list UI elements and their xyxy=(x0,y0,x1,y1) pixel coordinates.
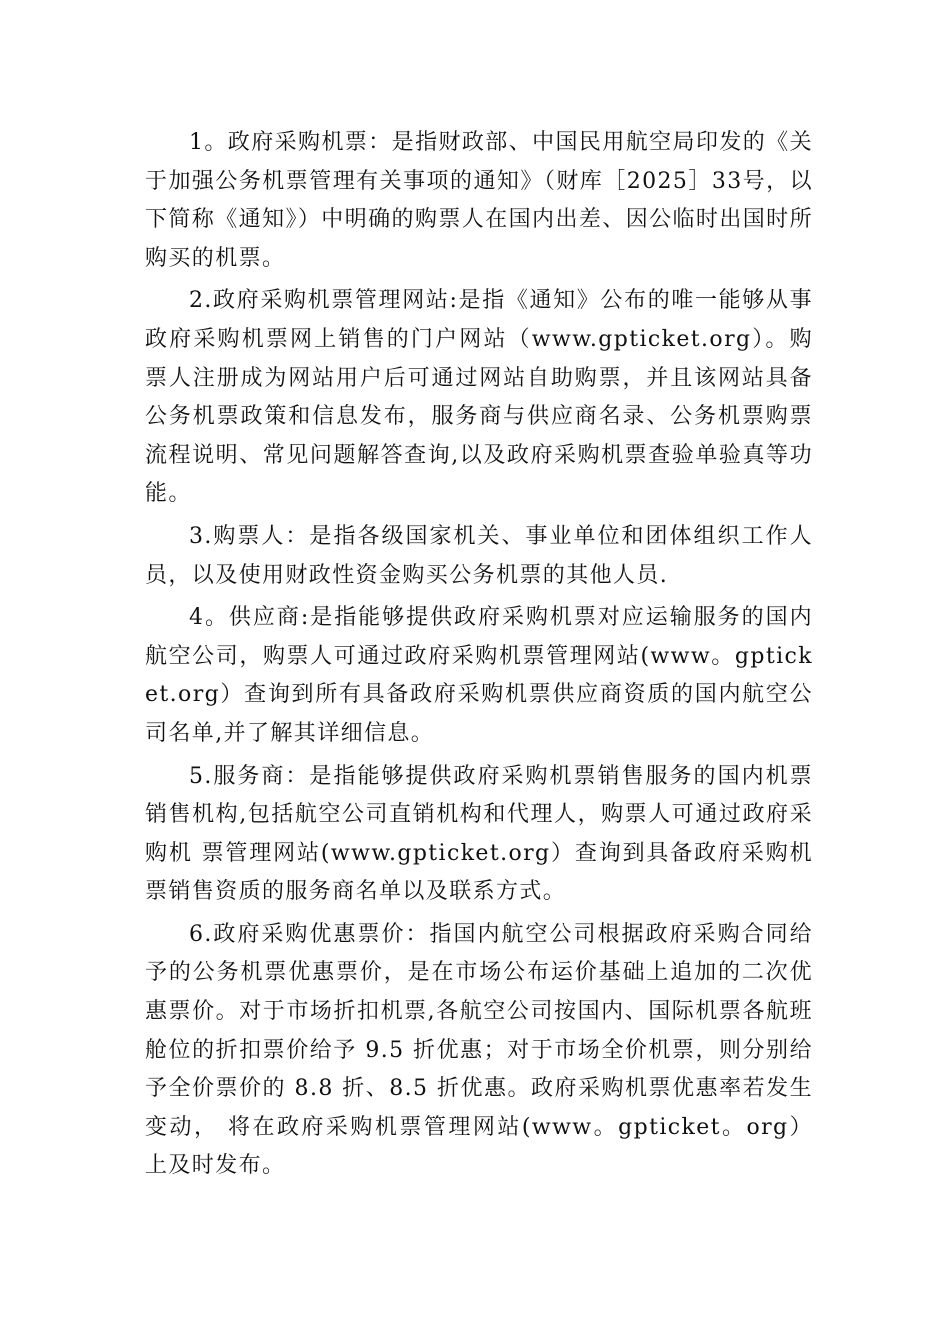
document-body xyxy=(145,124,813,1190)
paragraph-management-website: 2.政府采购机票管理网站:是指《通知》公布的唯一能够从事政府采购机票网上销售的门户网站（www.gpticket.org）。购票人注册成为网站用户后可通过网站自助购票，并且该网站具备公务机票政策和信息发布，服务商与供应商名录、公务机票购票流程说明、常见问题解答查询,以及政府采购机票查验单验真等功能。 xyxy=(145,288,813,507)
paragraph-supplier: 4。供应商:是指能够提供政府采购机票对应运输服务的国内航空公司，购票人可通过政府采购机票管理网站(www。gpticket.org）查询到所有具备政府采购机票供应商资质的国内航空公司名单,并了解其详细信息。 xyxy=(145,605,813,746)
paragraph-government-procurement-ticket: 1。政府采购机票：是指财政部、中国民用航空局印发的《关于加强公务机票管理有关事项的通知》（财库［2025］33号，以下简称《通知》）中明确的购票人在国内出差、因公临时出国时所购买的机票。 xyxy=(145,130,813,271)
paragraph-service-provider: 5.服务商：是指能够提供政府采购机票销售服务的国内机票销售机构,包括航空公司直销机构和代理人，购票人可通过政府采购机 票管理网站(www.gpticket.org）查询到具备政府采购机票销售资质的服务商名单以及联系方式。 xyxy=(145,763,813,905)
paragraph-ticket-purchaser: 3.购票人：是指各级国家机关、事业单位和团体组织工作人员，以及使用财政性资金购买公务机票的其他人员. xyxy=(145,523,813,588)
paragraph-discount-fare: 6.政府采购优惠票价：指国内航空公司根据政府采购合同给予的公务机票优惠票价，是在市场公布运价基础上追加的二次优惠票价。对于市场折扣机票,各航空公司按国内、国际机票各航班舱位的折扣票价给予 9.5 折优惠；对于市场全价机票，则分别给予全价票价的 8.8 折、8.5 折优惠。政府采购机票优惠率若发生变动， 将在政府采购机票管理网站(www。gpticket。org）上及时发布。 xyxy=(145,921,813,1179)
